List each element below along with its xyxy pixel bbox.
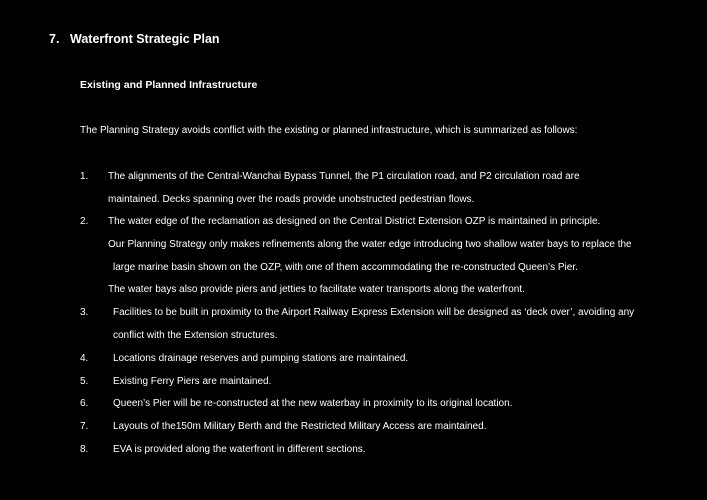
- list-item-line: Layouts of the150m Military Berth and the Restricted Military Access are maintained.: [113, 421, 487, 432]
- list-item-line: Queen’s Pier will be re-constructed at the new waterbay in proximity to its original location.: [113, 398, 513, 409]
- list-item-line: EVA is provided along the waterfront in different sections.: [113, 444, 366, 455]
- subheading: Existing and Planned Infrastructure: [80, 79, 258, 91]
- list-item-line: The water bays also provide piers and jetties to facilitate water transports along the waterfront.: [108, 284, 525, 295]
- section-title: Waterfront Strategic Plan: [70, 32, 220, 46]
- list-item-number: 1.: [80, 171, 89, 182]
- list-item-number: 8.: [80, 444, 89, 455]
- list-item-number: 7.: [80, 421, 89, 432]
- list-item-line: The alignments of the Central-Wanchai Bypass Tunnel, the P1 circulation road, and P2 circulation road are: [108, 171, 580, 182]
- intro-paragraph: The Planning Strategy avoids conflict with the existing or planned infrastructure, which is summarized as follows:: [80, 125, 578, 136]
- list-item-line: maintained. Decks spanning over the roads provide unobstructed pedestrian flows.: [108, 194, 475, 205]
- section-number: 7.: [49, 32, 60, 46]
- list-item-line: conflict with the Extension structures.: [113, 330, 278, 341]
- list-item-number: 3.: [80, 307, 89, 318]
- list-item-line: Facilities to be built in proximity to the Airport Railway Express Extension will be designed as ‘deck over’, avoiding any: [113, 307, 635, 318]
- list-item-line: The water edge of the reclamation as designed on the Central District Extension OZP is maintained in principle.: [108, 216, 601, 227]
- list-item-line: Locations drainage reserves and pumping stations are maintained.: [113, 353, 409, 364]
- list-item-line: large marine basin shown on the OZP, with one of them accommodating the re-constructed Queen’s Pier.: [113, 262, 578, 273]
- list-item-line: Existing Ferry Piers are maintained.: [113, 376, 272, 387]
- list-item-number: 6.: [80, 398, 89, 409]
- list-item-number: 2.: [80, 216, 89, 227]
- list-item-number: 4.: [80, 353, 89, 364]
- list-item-line: Our Planning Strategy only makes refinements along the water edge introducing two shallow water bays to replace the: [108, 239, 632, 250]
- list-item-number: 5.: [80, 376, 89, 387]
